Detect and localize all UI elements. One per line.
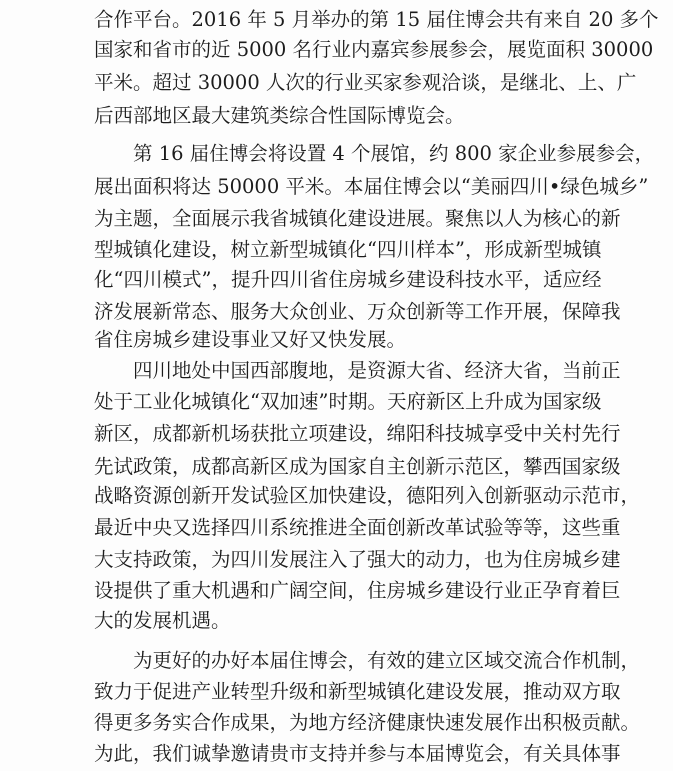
- text-line: 最近中央又选择四川系统推进全面创新改革试验等等，这些重: [94, 516, 621, 539]
- text-line: 合作平台。2016 年 5 月举办的第 15 届住博会共有来自 20 多个: [94, 8, 659, 31]
- text-line: 四川地处中国西部腹地，是资源大省、经济大省，当前正: [133, 359, 621, 382]
- text-line: 为此，我们诚挚邀请贵市支持并参与本届博览会，有关具体事: [94, 742, 621, 765]
- text-line: 为更好的办好本届住博会，有效的建立区域交流合作机制，: [133, 649, 641, 672]
- text-line: 得更多务实合作成果，为地方经济健康快速发展作出积极贡献。: [94, 711, 641, 734]
- text-line: 平米。超过 30000 人次的行业买家参观洽谈，是继北、上、广: [94, 71, 637, 94]
- text-line: 省住房城乡建设事业又好又快发展。: [94, 328, 407, 351]
- text-line: 型城镇化建设，树立新型城镇化“四川样本”，形成新型城镇: [94, 238, 602, 261]
- text-line: 大支持政策，为四川发展注入了强大的动力，也为住房城乡建: [94, 548, 621, 571]
- text-line: 第 16 届住博会将设置 4 个展馆，约 800 家企业参展参会，: [133, 142, 655, 165]
- text-line: 新区，成都新机场获批立项建设，绵阳科技城享受中关村先行: [94, 422, 621, 445]
- text-line: 处于工业化城镇化“双加速”时期。天府新区上升成为国家级: [94, 390, 602, 413]
- text-line: 为主题，全面展示我省城镇化建设进展。聚焦以人为核心的新: [94, 207, 621, 230]
- text-line: 济发展新常态、服务大众创业、万众创新等工作开展，保障我: [94, 300, 621, 323]
- text-line: 展出面积将达 50000 平米。本届住博会以“美丽四川•绿色城乡”: [94, 175, 649, 198]
- text-line: 设提供了重大机遇和广阔空间，住房城乡建设行业正孕育着巨: [94, 579, 621, 602]
- text-line: 致力于促进产业转型升级和新型城镇化建设发展，推动双方取: [94, 680, 621, 703]
- text-line: 战略资源创新开发试验区加快建设，德阳列入创新驱动示范市，: [94, 484, 641, 507]
- text-line: 国家和省市的近 5000 名行业内嘉宾参展参会，展览面积 30000: [94, 38, 654, 61]
- text-line: 大的发展机遇。: [94, 609, 231, 632]
- text-line: 后西部地区最大建筑类综合性国际博览会。: [94, 104, 465, 127]
- text-line: 化“四川模式”，提升四川省住房城乡建设科技水平，适应经: [94, 268, 602, 291]
- text-line: 先试政策，成都高新区成为国家自主创新示范区，攀西国家级: [94, 455, 621, 478]
